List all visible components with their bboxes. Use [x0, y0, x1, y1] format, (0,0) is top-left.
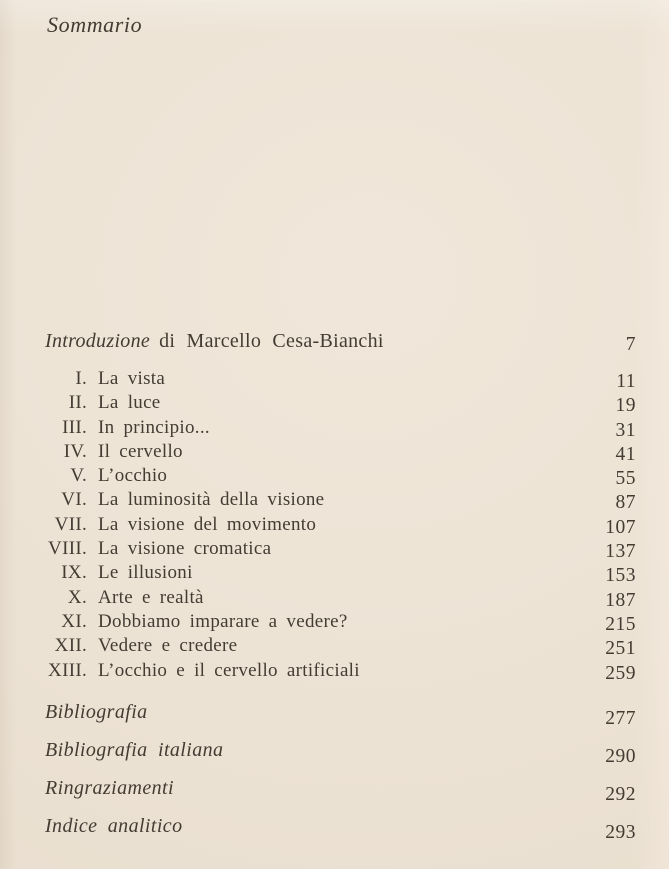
chapter-title: La luminosità della visione — [98, 489, 325, 511]
page-title: Sommario — [47, 12, 143, 37]
backmatter-page-number: 290 — [605, 746, 636, 767]
chapter-page-number: 41 — [615, 443, 636, 465]
chapter-numeral: XI. — [61, 610, 87, 632]
chapter-title: La luce — [98, 392, 161, 414]
chapter-title: L’occhio e il cervello artificiali — [98, 659, 360, 681]
chapter-page-number: 87 — [615, 492, 636, 514]
chapter-numeral: XII. — [54, 635, 87, 657]
chapter-numeral: IV. — [63, 440, 87, 462]
chapter-numeral: X. — [67, 586, 87, 608]
toc-intro-row — [45, 328, 636, 355]
chapter-page-number: 55 — [615, 468, 636, 490]
chapter-title: Dobbiamo imparare a vedere? — [98, 610, 348, 632]
chapter-page-number: 31 — [615, 419, 636, 441]
toc-chapter-row — [36, 659, 636, 683]
chapter-numeral: VIII. — [48, 538, 87, 560]
toc-chapter-row — [36, 391, 636, 415]
toc-chapter-row — [36, 488, 636, 512]
toc-chapter-row — [36, 513, 636, 537]
toc-backmatter-row — [45, 731, 636, 769]
toc-chapter-row — [36, 634, 636, 658]
chapter-numeral: IX. — [61, 562, 87, 584]
chapter-numeral: VI. — [61, 489, 87, 511]
toc-chapter-row — [36, 561, 636, 585]
toc-chapter-row — [36, 367, 636, 391]
chapter-page-number: 187 — [605, 589, 636, 611]
chapter-page-number: 107 — [605, 516, 636, 538]
chapter-page-number: 251 — [605, 638, 636, 660]
chapter-page-number: 153 — [605, 565, 636, 587]
chapter-title: La visione cromatica — [98, 538, 272, 560]
chapter-numeral: II. — [68, 392, 87, 414]
chapter-page-number: 215 — [605, 613, 636, 635]
toc-chapter-row — [36, 610, 636, 634]
intro-page-number: 7 — [625, 334, 636, 355]
backmatter-title: Bibliografia italiana — [45, 739, 224, 761]
toc-backmatter-row — [45, 693, 636, 731]
chapter-list — [36, 367, 636, 683]
toc-backmatter-row — [45, 807, 636, 845]
chapter-title: La visione del movimento — [98, 513, 317, 535]
chapter-title: Le illusioni — [98, 562, 193, 584]
chapter-page-number: 259 — [605, 662, 636, 684]
backmatter-title: Indice analitico — [45, 815, 183, 837]
toc-chapter-row — [36, 586, 636, 610]
toc-backmatter-row — [45, 769, 636, 807]
backmatter-title: Bibliografia — [45, 701, 148, 723]
intro-byline: di Marcello Cesa-Bianchi — [159, 330, 384, 352]
intro-title: Introduzione — [45, 330, 151, 352]
backmatter-page-number: 292 — [605, 784, 636, 805]
chapter-numeral: III. — [62, 416, 87, 438]
chapter-numeral: VII. — [54, 513, 87, 535]
chapter-title: Vedere e credere — [98, 635, 238, 657]
backmatter-list — [45, 693, 636, 845]
chapter-page-number: 19 — [615, 395, 636, 417]
chapter-title: Arte e realtà — [98, 586, 204, 608]
chapter-page-number: 11 — [616, 371, 636, 392]
toc-chapter-row — [36, 416, 636, 440]
chapter-title: La vista — [98, 368, 166, 389]
chapter-title: Il cervello — [98, 440, 183, 462]
chapter-numeral: V. — [70, 465, 87, 487]
chapter-numeral: XIII. — [48, 659, 87, 681]
toc-chapter-row — [36, 537, 636, 561]
chapter-numeral: I. — [75, 368, 87, 389]
toc-chapter-row — [36, 464, 636, 488]
backmatter-page-number: 277 — [605, 708, 636, 729]
backmatter-page-number: 293 — [605, 822, 636, 843]
toc-chapter-row — [36, 440, 636, 464]
chapter-title: In principio... — [98, 416, 210, 438]
chapter-title: L’occhio — [98, 465, 168, 487]
chapter-page-number: 137 — [605, 541, 636, 563]
backmatter-title: Ringraziamenti — [45, 777, 174, 799]
